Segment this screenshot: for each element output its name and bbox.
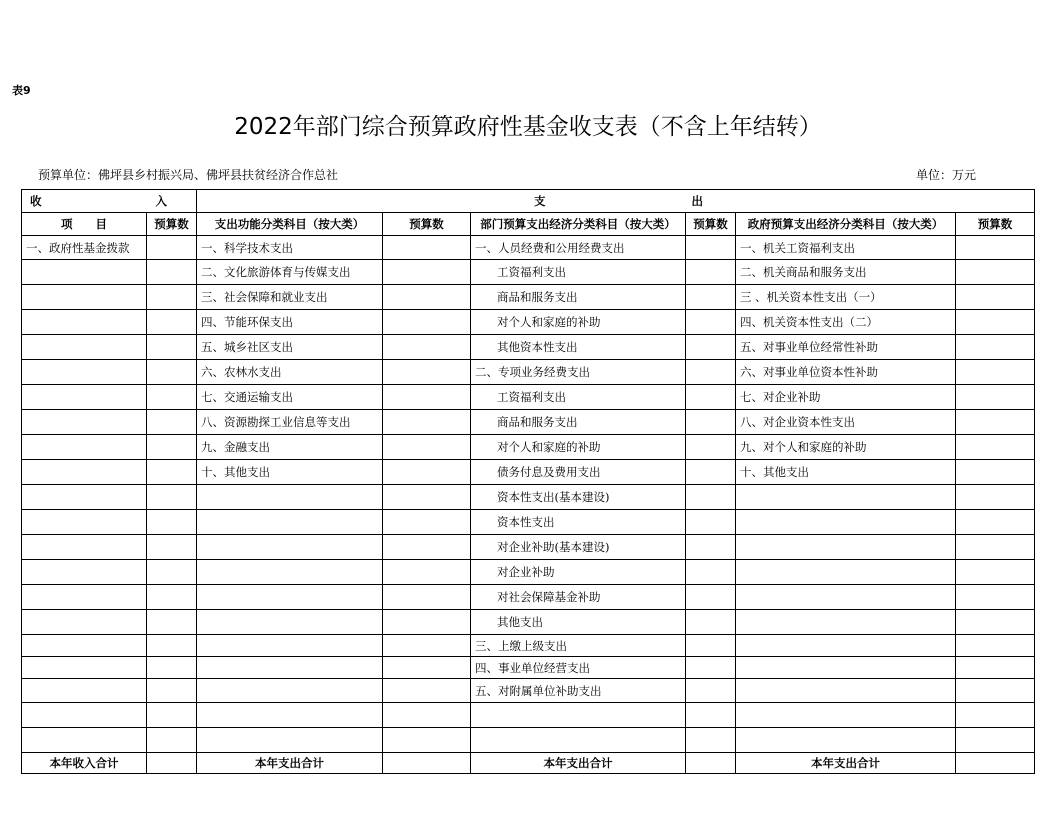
- gov-econ-cell: [736, 635, 956, 657]
- header-gov-econ: 政府预算支出经济分类科目（按大类）: [736, 213, 956, 236]
- dept-econ-cell: 四、事业单位经营支出: [471, 657, 686, 679]
- income-budget-cell: [147, 703, 197, 728]
- gov-budget-cell: [956, 560, 1035, 585]
- dept-budget-cell: [686, 485, 736, 510]
- dept-budget-cell: [686, 657, 736, 679]
- table-row: [22, 460, 1035, 485]
- gov-budget-cell: [956, 410, 1035, 435]
- table-row: [22, 510, 1035, 535]
- dept-econ-cell: 资本性支出(基本建设): [471, 485, 686, 510]
- gov-econ-cell: [736, 535, 956, 560]
- gov-econ-cell: [736, 657, 956, 679]
- dept-econ-cell: 对社会保障基金补助: [471, 585, 686, 610]
- income-item-cell: [22, 260, 147, 285]
- income-budget-cell: [147, 728, 197, 753]
- gov-econ-cell: 九、对个人和家庭的补助: [736, 435, 956, 460]
- dept-econ-cell: 资本性支出: [471, 510, 686, 535]
- income-budget-cell: [147, 385, 197, 410]
- income-budget-cell: [147, 510, 197, 535]
- header-budget-4: 预算数: [956, 213, 1035, 236]
- header-budget-3: 预算数: [686, 213, 736, 236]
- income-item-cell: [22, 585, 147, 610]
- table-row: [22, 236, 1035, 260]
- dept-budget-cell: [686, 260, 736, 285]
- table-row: [22, 435, 1035, 460]
- gov-budget-cell: [956, 679, 1035, 703]
- table-row: [22, 679, 1035, 703]
- expense-section-label-a: 支: [534, 194, 546, 208]
- dept-budget-cell: [686, 535, 736, 560]
- income-item-cell: [22, 728, 147, 753]
- func-budget-cell: [383, 703, 471, 728]
- gov-econ-cell: [736, 560, 956, 585]
- gov-econ-cell: 五、对事业单位经常性补助: [736, 335, 956, 360]
- gov-econ-cell: [736, 510, 956, 535]
- func-class-cell: 七、交通运输支出: [197, 385, 383, 410]
- func-class-cell: 六、农林水支出: [197, 360, 383, 385]
- income-budget-cell: [147, 460, 197, 485]
- dept-econ-cell: 一、人员经费和公用经费支出: [471, 236, 686, 260]
- func-class-cell: 一、科学技术支出: [197, 236, 383, 260]
- table-row: [22, 560, 1035, 585]
- dept-econ-cell: 商品和服务支出: [471, 410, 686, 435]
- income-item-cell: [22, 285, 147, 310]
- func-class-cell: 四、节能环保支出: [197, 310, 383, 335]
- totals-row: [22, 753, 1035, 774]
- income-item-cell: [22, 410, 147, 435]
- func-budget-cell: [383, 510, 471, 535]
- func-budget-cell: [383, 535, 471, 560]
- total-func-budget: [383, 753, 471, 774]
- income-item-cell: [22, 657, 147, 679]
- income-item-cell: [22, 310, 147, 335]
- dept-budget-cell: [686, 410, 736, 435]
- income-section-label-b: 入: [155, 194, 168, 208]
- gov-budget-cell: [956, 510, 1035, 535]
- gov-budget-cell: [956, 728, 1035, 753]
- income-budget-cell: [147, 260, 197, 285]
- gov-budget-cell: [956, 360, 1035, 385]
- gov-econ-cell: [736, 610, 956, 635]
- dept-econ-cell: 其他资本性支出: [471, 335, 686, 360]
- table-number-label: 表9: [12, 84, 31, 97]
- income-item-cell: [22, 435, 147, 460]
- total-dept-budget: [686, 753, 736, 774]
- dept-budget-cell: [686, 385, 736, 410]
- gov-econ-cell: 八、对企业资本性支出: [736, 410, 956, 435]
- income-item-cell: [22, 535, 147, 560]
- income-budget-cell: [147, 635, 197, 657]
- table-row: [22, 535, 1035, 560]
- func-class-cell: [197, 657, 383, 679]
- gov-econ-cell: 二、机关商品和服务支出: [736, 260, 956, 285]
- func-class-cell: [197, 560, 383, 585]
- header-dept-econ: 部门预算支出经济分类科目（按大类）: [471, 213, 686, 236]
- expense-section-label-b: 出: [691, 194, 704, 208]
- func-class-cell: [197, 535, 383, 560]
- func-budget-cell: [383, 679, 471, 703]
- func-budget-cell: [383, 657, 471, 679]
- income-item-cell: [22, 560, 147, 585]
- func-budget-cell: [383, 335, 471, 360]
- dept-budget-cell: [686, 510, 736, 535]
- income-budget-cell: [147, 435, 197, 460]
- gov-budget-cell: [956, 657, 1035, 679]
- dept-budget-cell: [686, 335, 736, 360]
- func-budget-cell: [383, 410, 471, 435]
- table-row: [22, 703, 1035, 728]
- total-func-label: 本年支出合计: [197, 753, 383, 774]
- dept-econ-cell: 其他支出: [471, 610, 686, 635]
- func-budget-cell: [383, 585, 471, 610]
- income-item-cell: 一、政府性基金拨款: [22, 236, 147, 260]
- gov-budget-cell: [956, 703, 1035, 728]
- func-budget-cell: [383, 310, 471, 335]
- currency-unit-text: 单位：万元: [916, 168, 977, 182]
- dept-econ-cell: [471, 703, 686, 728]
- page-title: 2022年部门综合预算政府性基金收支表（不含上年结转）: [234, 114, 822, 140]
- table-row: [22, 728, 1035, 753]
- func-budget-cell: [383, 260, 471, 285]
- dept-econ-cell: 五、对附属单位补助支出: [471, 679, 686, 703]
- func-budget-cell: [383, 385, 471, 410]
- gov-econ-cell: [736, 585, 956, 610]
- gov-budget-cell: [956, 335, 1035, 360]
- func-budget-cell: [383, 285, 471, 310]
- gov-econ-cell: 七、对企业补助: [736, 385, 956, 410]
- gov-budget-cell: [956, 435, 1035, 460]
- dept-econ-cell: 工资福利支出: [471, 260, 686, 285]
- dept-budget-cell: [686, 360, 736, 385]
- dept-budget-cell: [686, 310, 736, 335]
- dept-econ-cell: [471, 728, 686, 753]
- func-class-cell: 三、社会保障和就业支出: [197, 285, 383, 310]
- budget-unit-text: 预算单位：佛坪县乡村振兴局、佛坪县扶贫经济合作总社: [38, 168, 339, 182]
- table-row: [22, 360, 1035, 385]
- income-budget-cell: [147, 679, 197, 703]
- income-item-cell: [22, 510, 147, 535]
- total-income-label: 本年收入合计: [22, 753, 147, 774]
- func-class-cell: 八、资源勘探工业信息等支出: [197, 410, 383, 435]
- income-item-cell: [22, 679, 147, 703]
- gov-econ-cell: [736, 703, 956, 728]
- gov-budget-cell: [956, 610, 1035, 635]
- table-row: [22, 260, 1035, 285]
- func-class-cell: [197, 485, 383, 510]
- func-budget-cell: [383, 728, 471, 753]
- gov-budget-cell: [956, 635, 1035, 657]
- income-item-cell: [22, 360, 147, 385]
- income-budget-cell: [147, 657, 197, 679]
- header-func-class: 支出功能分类科目（按大类）: [197, 213, 383, 236]
- func-budget-cell: [383, 485, 471, 510]
- gov-econ-cell: [736, 679, 956, 703]
- gov-budget-cell: [956, 460, 1035, 485]
- total-gov-label: 本年支出合计: [736, 753, 956, 774]
- table-row: [22, 310, 1035, 335]
- dept-econ-cell: 工资福利支出: [471, 385, 686, 410]
- dept-budget-cell: [686, 435, 736, 460]
- func-class-cell: 五、城乡社区支出: [197, 335, 383, 360]
- dept-econ-cell: 债务付息及费用支出: [471, 460, 686, 485]
- func-class-cell: [197, 635, 383, 657]
- income-item-cell: [22, 335, 147, 360]
- func-class-cell: 九、金融支出: [197, 435, 383, 460]
- total-dept-label: 本年支出合计: [471, 753, 686, 774]
- gov-econ-cell: 一、机关工资福利支出: [736, 236, 956, 260]
- gov-econ-cell: 十、其他支出: [736, 460, 956, 485]
- gov-econ-cell: 三 、机关资本性支出（一）: [736, 285, 956, 310]
- func-class-cell: 二、文化旅游体育与传媒支出: [197, 260, 383, 285]
- header-item: 项 目: [22, 213, 147, 236]
- dept-econ-cell: 商品和服务支出: [471, 285, 686, 310]
- section-header-row: [22, 190, 1035, 213]
- total-income-budget: [147, 753, 197, 774]
- func-class-cell: [197, 728, 383, 753]
- func-budget-cell: [383, 610, 471, 635]
- gov-econ-cell: 四、机关资本性支出（二）: [736, 310, 956, 335]
- gov-budget-cell: [956, 310, 1035, 335]
- func-budget-cell: [383, 236, 471, 260]
- gov-econ-cell: [736, 485, 956, 510]
- table-row: [22, 610, 1035, 635]
- gov-budget-cell: [956, 285, 1035, 310]
- dept-econ-cell: 对企业补助(基本建设): [471, 535, 686, 560]
- dept-budget-cell: [686, 460, 736, 485]
- expense-section-cell: [197, 190, 1035, 213]
- header-budget-1: 预算数: [147, 213, 197, 236]
- gov-econ-cell: 六、对事业单位资本性补助: [736, 360, 956, 385]
- func-budget-cell: [383, 560, 471, 585]
- income-budget-cell: [147, 610, 197, 635]
- income-budget-cell: [147, 585, 197, 610]
- dept-econ-cell: 三、上缴上级支出: [471, 635, 686, 657]
- func-class-cell: [197, 610, 383, 635]
- dept-econ-cell: 对企业补助: [471, 560, 686, 585]
- dept-budget-cell: [686, 703, 736, 728]
- func-budget-cell: [383, 635, 471, 657]
- total-gov-budget: [956, 753, 1035, 774]
- gov-budget-cell: [956, 236, 1035, 260]
- dept-budget-cell: [686, 679, 736, 703]
- dept-budget-cell: [686, 610, 736, 635]
- income-budget-cell: [147, 360, 197, 385]
- table-row: [22, 585, 1035, 610]
- table-row: [22, 385, 1035, 410]
- dept-econ-cell: 二、专项业务经费支出: [471, 360, 686, 385]
- income-budget-cell: [147, 310, 197, 335]
- column-header-row: [22, 213, 1035, 236]
- income-item-cell: [22, 385, 147, 410]
- income-budget-cell: [147, 535, 197, 560]
- income-section-cell: [22, 190, 197, 213]
- dept-budget-cell: [686, 728, 736, 753]
- income-budget-cell: [147, 236, 197, 260]
- dept-budget-cell: [686, 285, 736, 310]
- gov-budget-cell: [956, 585, 1035, 610]
- income-budget-cell: [147, 410, 197, 435]
- gov-budget-cell: [956, 485, 1035, 510]
- income-budget-cell: [147, 485, 197, 510]
- table-row: [22, 657, 1035, 679]
- func-class-cell: [197, 585, 383, 610]
- table-row: [22, 410, 1035, 435]
- income-item-cell: [22, 703, 147, 728]
- income-item-cell: [22, 610, 147, 635]
- func-class-cell: [197, 679, 383, 703]
- header-budget-2: 预算数: [383, 213, 471, 236]
- dept-budget-cell: [686, 585, 736, 610]
- income-budget-cell: [147, 285, 197, 310]
- table-row: [22, 485, 1035, 510]
- dept-budget-cell: [686, 560, 736, 585]
- dept-budget-cell: [686, 635, 736, 657]
- func-budget-cell: [383, 360, 471, 385]
- income-budget-cell: [147, 335, 197, 360]
- table-row: [22, 285, 1035, 310]
- gov-econ-cell: [736, 728, 956, 753]
- dept-budget-cell: [686, 236, 736, 260]
- func-budget-cell: [383, 460, 471, 485]
- func-budget-cell: [383, 435, 471, 460]
- income-item-cell: [22, 460, 147, 485]
- table-row: [22, 635, 1035, 657]
- gov-budget-cell: [956, 535, 1035, 560]
- income-item-cell: [22, 485, 147, 510]
- gov-budget-cell: [956, 260, 1035, 285]
- dept-econ-cell: 对个人和家庭的补助: [471, 435, 686, 460]
- func-class-cell: 十、其他支出: [197, 460, 383, 485]
- budget-table: [21, 189, 1035, 774]
- income-section-label-a: 收: [30, 194, 42, 208]
- func-class-cell: [197, 703, 383, 728]
- income-budget-cell: [147, 560, 197, 585]
- gov-budget-cell: [956, 385, 1035, 410]
- table-row: [22, 335, 1035, 360]
- income-item-cell: [22, 635, 147, 657]
- dept-econ-cell: 对个人和家庭的补助: [471, 310, 686, 335]
- func-class-cell: [197, 510, 383, 535]
